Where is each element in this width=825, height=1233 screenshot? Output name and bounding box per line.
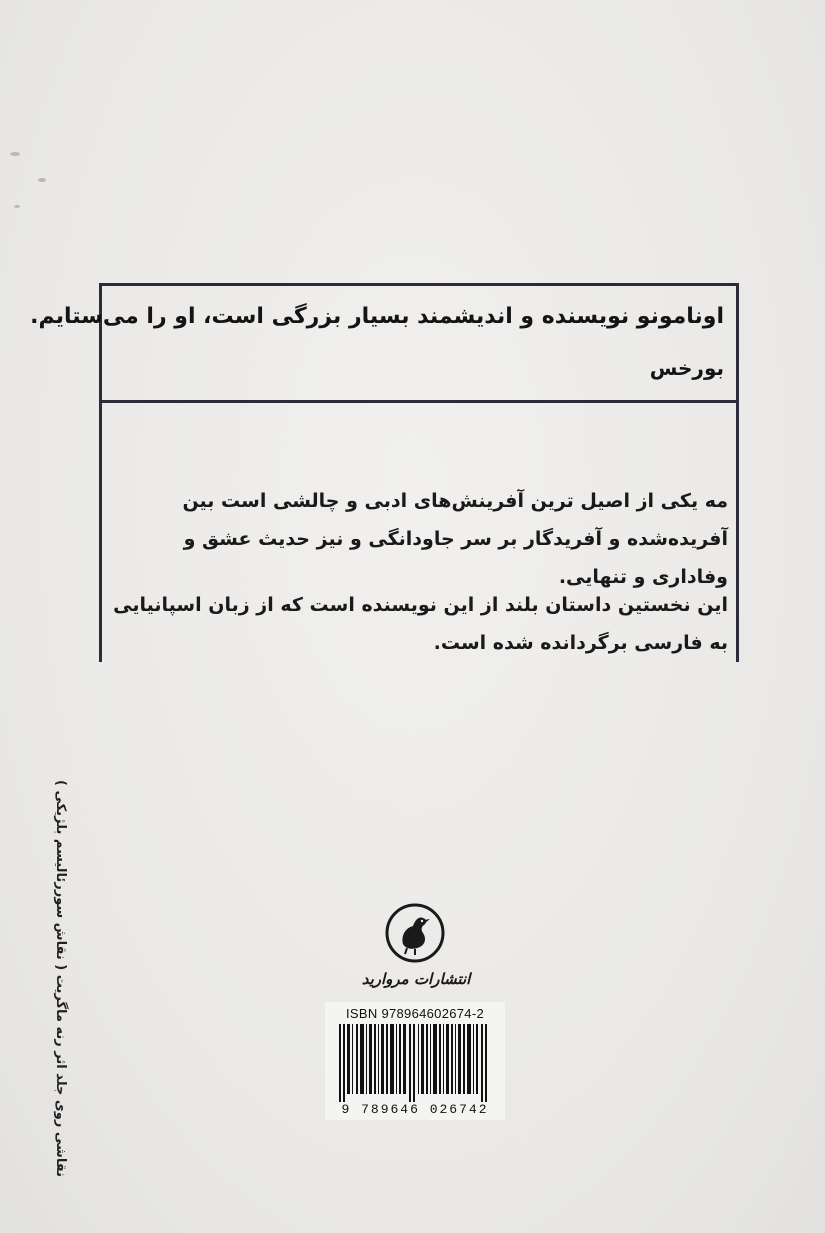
barcode-bars — [333, 1024, 497, 1102]
quote-author: بورخس — [649, 356, 724, 380]
paper-speck — [14, 205, 20, 208]
publisher-name: انتشارات مروارید — [361, 970, 471, 988]
isbn-text: ISBN 978964602674-2 — [346, 1006, 484, 1021]
description-frame — [99, 400, 739, 662]
description-paragraph-1: مه یکی از اصیل ترین آفرینش‌های ادبی و چالشی است بین آفریده‌شده و آفریدگار بر سر جاودانگی و نیز حدیث عشق و وفاداری و تنهایی. — [182, 490, 728, 588]
paper-speck — [38, 178, 46, 182]
quote-box — [30, 283, 739, 403]
paper-speck — [10, 152, 20, 156]
quote-text: اونامونو نویسنده و اندیشمند بسیار بزرگی است، او را می‌ستایم. — [30, 304, 724, 329]
description-paragraph-2: این نخستین داستان بلند از این نویسنده است که از زبان اسپانیایی به فارسی برگردانده شده است. — [113, 594, 728, 654]
bird-logo-icon — [385, 900, 445, 966]
barcode — [325, 1002, 505, 1120]
cover-art-credit-text: نقاشی روی جلد اثر رنه ماگریت ( نقاش سوررئالیسم بلژیکی ) — [53, 780, 68, 1177]
cover-art-credit — [48, 780, 68, 1177]
barcode-number: 9 789646 026742 — [341, 1102, 489, 1117]
